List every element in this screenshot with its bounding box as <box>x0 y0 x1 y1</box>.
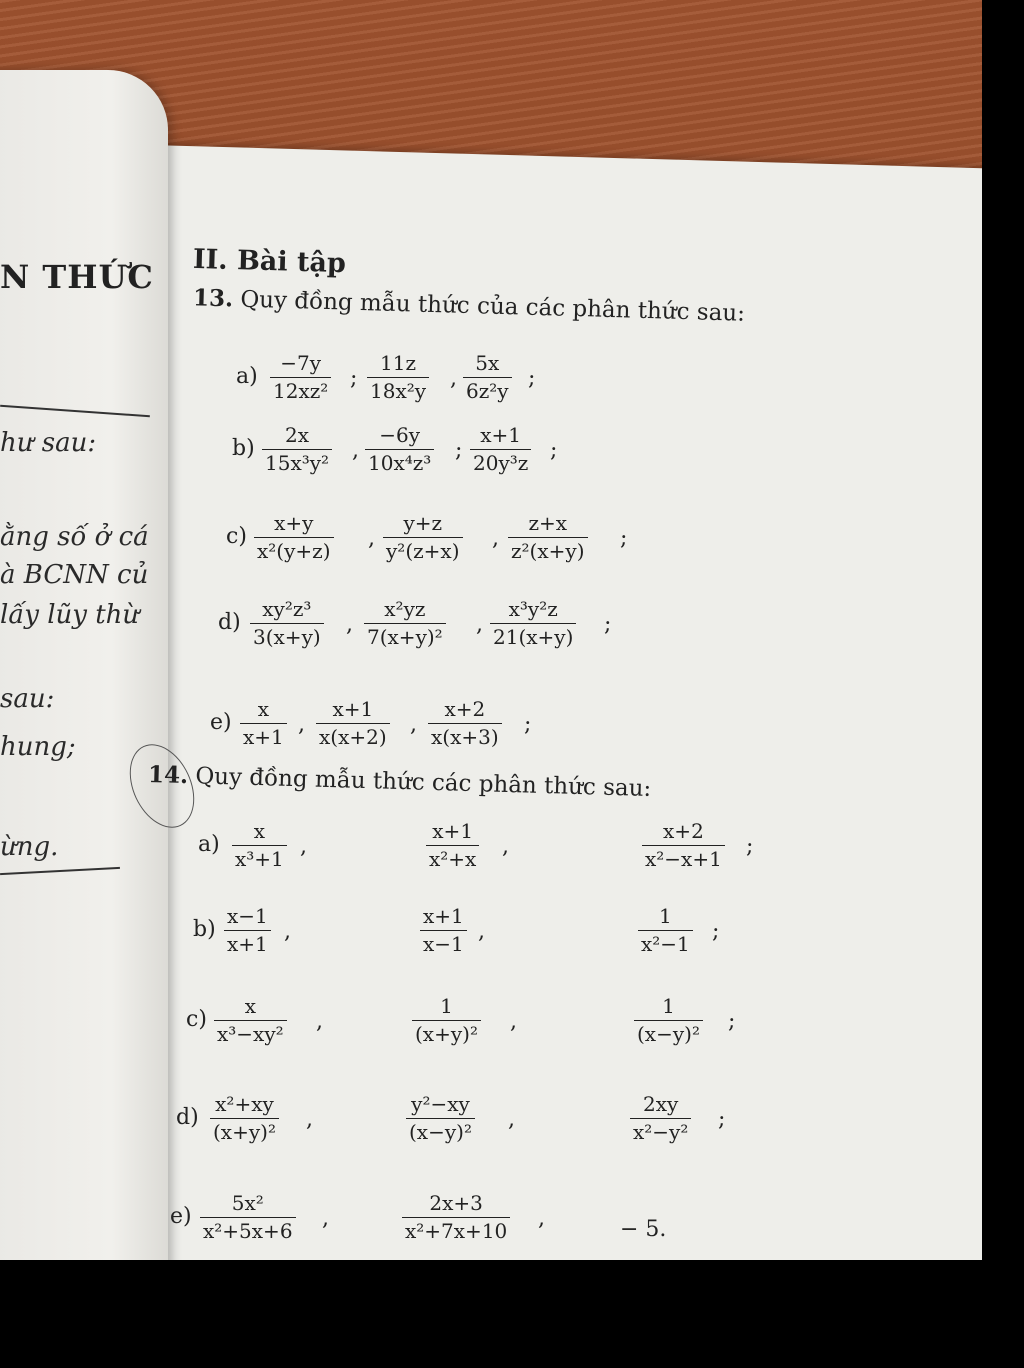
numerator: 1 <box>659 904 672 928</box>
denominator: 10x⁴z³ <box>365 449 434 475</box>
left-line: hung; <box>0 732 76 762</box>
numerator: 5x² <box>231 1191 264 1215</box>
denominator: x(x+3) <box>428 723 502 749</box>
fraction <box>383 512 463 563</box>
tail-term: − 5. <box>620 1217 667 1242</box>
numerator: −6y <box>379 423 421 447</box>
numerator: x+2 <box>444 697 486 721</box>
numerator: xy²z³ <box>262 597 312 621</box>
fraction <box>638 905 693 956</box>
denominator: 15x³y² <box>262 449 332 475</box>
fraction <box>254 512 334 563</box>
numerator: 1 <box>662 994 675 1018</box>
denominator: (x+y)² <box>210 1118 279 1144</box>
numerator: x+1 <box>332 697 374 721</box>
denominator: y²(z+x) <box>383 537 463 563</box>
numerator: 5x <box>475 351 500 375</box>
denominator: x²+7x+10 <box>402 1217 510 1243</box>
fraction <box>316 698 390 749</box>
separator: , <box>284 919 291 944</box>
separator: ; <box>524 712 532 737</box>
left-page-heading: N THỨC <box>0 258 154 296</box>
denominator: x+1 <box>240 723 287 749</box>
fraction <box>224 905 271 956</box>
numerator: z+x <box>528 511 568 535</box>
denominator: x²−x+1 <box>642 845 725 871</box>
item-label: d) <box>218 610 241 635</box>
fraction <box>470 424 531 475</box>
denominator: 3(x+y) <box>250 623 324 649</box>
fraction <box>270 352 331 403</box>
exercise-number: 14. <box>147 760 189 790</box>
numerator: x+1 <box>480 423 522 447</box>
item-label: b) <box>232 436 255 461</box>
denominator: 12xz² <box>270 377 331 403</box>
divider <box>0 405 150 417</box>
separator: , <box>300 834 307 859</box>
denominator: x²+x <box>426 845 479 871</box>
separator: , <box>322 1206 329 1231</box>
numerator: x²yz <box>384 597 426 621</box>
separator: ; <box>718 1107 726 1132</box>
denominator: 21(x+y) <box>490 623 576 649</box>
separator: , <box>450 366 457 391</box>
numerator: x³y²z <box>508 597 558 621</box>
separator: ; <box>604 612 612 637</box>
fraction <box>365 424 434 475</box>
section-title: II. Bài tập <box>192 243 347 280</box>
denominator: x²+5x+6 <box>200 1217 296 1243</box>
fraction <box>412 995 481 1046</box>
separator: , <box>508 1107 515 1132</box>
denominator: x³−xy² <box>214 1020 287 1046</box>
denominator: x+1 <box>224 930 271 956</box>
numerator: 2xy <box>643 1092 679 1116</box>
numerator: x <box>244 994 256 1018</box>
item-label: b) <box>193 917 216 942</box>
numerator: x²+xy <box>215 1092 274 1116</box>
denominator: (x+y)² <box>412 1020 481 1046</box>
separator: ; <box>712 919 720 944</box>
separator: , <box>298 712 305 737</box>
separator: ; <box>455 438 463 463</box>
separator: , <box>316 1009 323 1034</box>
item-label: c) <box>186 1007 207 1032</box>
numerator: 2x <box>285 423 310 447</box>
fraction <box>214 995 287 1046</box>
denominator: x²(y+z) <box>254 537 334 563</box>
fraction <box>364 598 446 649</box>
fraction <box>402 1192 510 1243</box>
numerator: x+1 <box>432 819 474 843</box>
denominator: x³+1 <box>232 845 287 871</box>
fraction <box>262 424 332 475</box>
left-line: ừng. <box>0 832 59 862</box>
fraction <box>232 820 287 871</box>
denominator: 18x²y <box>367 377 429 403</box>
numerator: x+2 <box>663 819 704 843</box>
fraction <box>634 995 703 1046</box>
denominator: 7(x+y)² <box>364 623 446 649</box>
numerator: y²−xy <box>411 1092 470 1116</box>
fraction <box>420 905 467 956</box>
numerator: y+z <box>403 511 443 535</box>
numerator: 2x+3 <box>429 1191 483 1215</box>
divider <box>0 867 120 875</box>
denominator: x²−y² <box>630 1118 691 1144</box>
left-page <box>0 70 168 1260</box>
denominator: z²(x+y) <box>508 537 588 563</box>
separator: ; <box>350 366 358 391</box>
separator: , <box>478 919 485 944</box>
fraction <box>490 598 576 649</box>
denominator: 20y³z <box>470 449 531 475</box>
numerator: x <box>257 697 270 721</box>
separator: , <box>476 612 483 637</box>
item-label: d) <box>176 1105 199 1130</box>
numerator: 1 <box>440 994 453 1018</box>
fraction <box>200 1192 296 1243</box>
left-line: sau: <box>0 684 55 714</box>
separator: , <box>492 526 499 551</box>
separator: , <box>502 834 509 859</box>
separator: ; <box>620 526 628 551</box>
item-label: e) <box>170 1204 192 1229</box>
denominator: (x−y)² <box>406 1118 475 1144</box>
separator: , <box>410 712 417 737</box>
separator: ; <box>550 438 558 463</box>
denominator: x−1 <box>420 930 467 956</box>
left-line: ằng số ở cá <box>0 522 149 552</box>
fraction <box>508 512 588 563</box>
numerator: x <box>253 819 266 843</box>
fraction <box>240 698 287 749</box>
separator: , <box>346 612 353 637</box>
numerator: x+y <box>274 511 314 535</box>
denominator: 6z²y <box>463 377 512 403</box>
separator: , <box>352 438 359 463</box>
exercise-number: 13. <box>192 284 234 313</box>
fraction <box>428 698 502 749</box>
separator: , <box>510 1009 517 1034</box>
fraction <box>367 352 429 403</box>
separator: , <box>368 526 375 551</box>
denominator: x²−1 <box>638 930 693 956</box>
item-label: e) <box>210 710 232 735</box>
denominator: (x−y)² <box>634 1020 703 1046</box>
separator: , <box>538 1206 545 1231</box>
numerator: 11z <box>380 351 417 375</box>
left-line: lấy lũy thừ <box>0 600 140 630</box>
numerator: −7y <box>280 351 322 375</box>
fraction <box>642 820 725 871</box>
left-line: hư sau: <box>0 428 97 458</box>
exercise-text: Quy đồng mẫu thức các phân thức sau: <box>195 763 652 803</box>
item-label: a) <box>236 364 258 389</box>
fraction <box>210 1093 279 1144</box>
fraction <box>406 1093 475 1144</box>
denominator: x(x+2) <box>316 723 390 749</box>
separator: , <box>306 1107 313 1132</box>
left-line: à BCNN củ <box>0 560 149 590</box>
separator: ; <box>746 834 754 859</box>
item-label: a) <box>198 832 220 857</box>
fraction <box>426 820 479 871</box>
fraction <box>630 1093 691 1144</box>
fraction <box>250 598 324 649</box>
numerator: x+1 <box>423 904 464 928</box>
item-label: c) <box>226 524 247 549</box>
exercise-text: Quy đồng mẫu thức của các phân thức sau: <box>240 286 746 327</box>
fraction <box>463 352 512 403</box>
numerator: x−1 <box>227 904 268 928</box>
separator: ; <box>528 366 536 391</box>
separator: ; <box>728 1009 736 1034</box>
